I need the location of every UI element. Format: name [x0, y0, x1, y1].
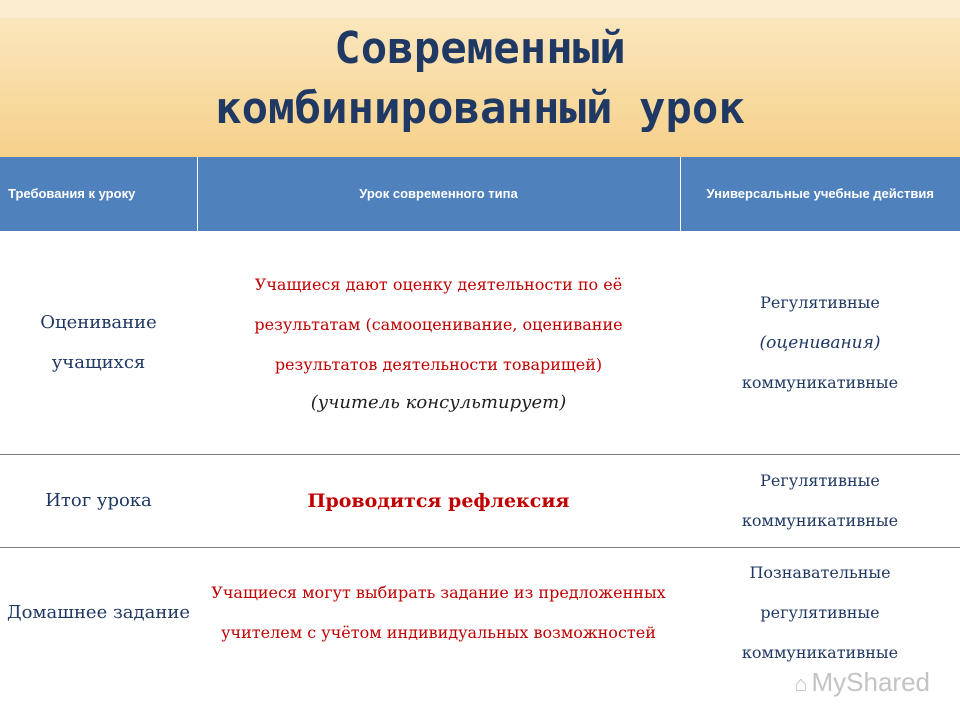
watermark-text: MyShared: [811, 667, 930, 697]
cell-modern: Учащиеся могут выбирать задание из предложенных учителем с учётом индивидуальных возможностей: [211, 583, 666, 642]
cell-modern: Проводится рефлексия: [197, 455, 680, 548]
cell-requirement: Итог урока: [0, 455, 197, 548]
uud-line1: Познавательные: [749, 563, 891, 582]
header-modern-lesson: Урок современного типа: [197, 157, 680, 231]
uud-line2: регулятивные: [760, 603, 880, 622]
cell-requirement: Домашнее задание: [7, 602, 190, 623]
uud-note: (оценивания): [759, 332, 881, 353]
slide-title-line1: Современный: [334, 23, 626, 74]
table-row: [0, 231, 960, 455]
watermark: [794, 667, 930, 698]
table-row: [0, 548, 960, 679]
cell-uud: [680, 455, 960, 548]
cell-requirement: Оценивание учащихся: [0, 231, 197, 455]
cell-modern-note: (учитель консультирует): [310, 391, 567, 413]
slide-title-line2: комбинированный урок: [215, 83, 745, 134]
uud-line2: коммуникативные: [741, 372, 899, 392]
uud-line1: Регулятивные: [760, 292, 880, 312]
title-band: [0, 0, 960, 160]
uud-line2: коммуникативные: [741, 511, 899, 530]
header-requirements: Требования к уроку: [0, 157, 197, 231]
cell-modern: [197, 231, 680, 455]
uud-line3: коммуникативные: [741, 643, 899, 662]
table-header-row: [0, 157, 960, 231]
cell-uud: [680, 548, 960, 679]
header-uud: Универсальные учебные действия: [680, 157, 960, 231]
cell-uud: [680, 231, 960, 455]
comparison-table: [0, 157, 960, 678]
cell-modern-text: Учащиеся дают оценку деятельности по её результатам (самооценивание, оценивание результатов деятельности товарищей): [254, 274, 623, 374]
uud-line1: Регулятивные: [760, 471, 880, 490]
house-icon: ⌂: [794, 671, 808, 696]
table-row: [0, 455, 960, 548]
